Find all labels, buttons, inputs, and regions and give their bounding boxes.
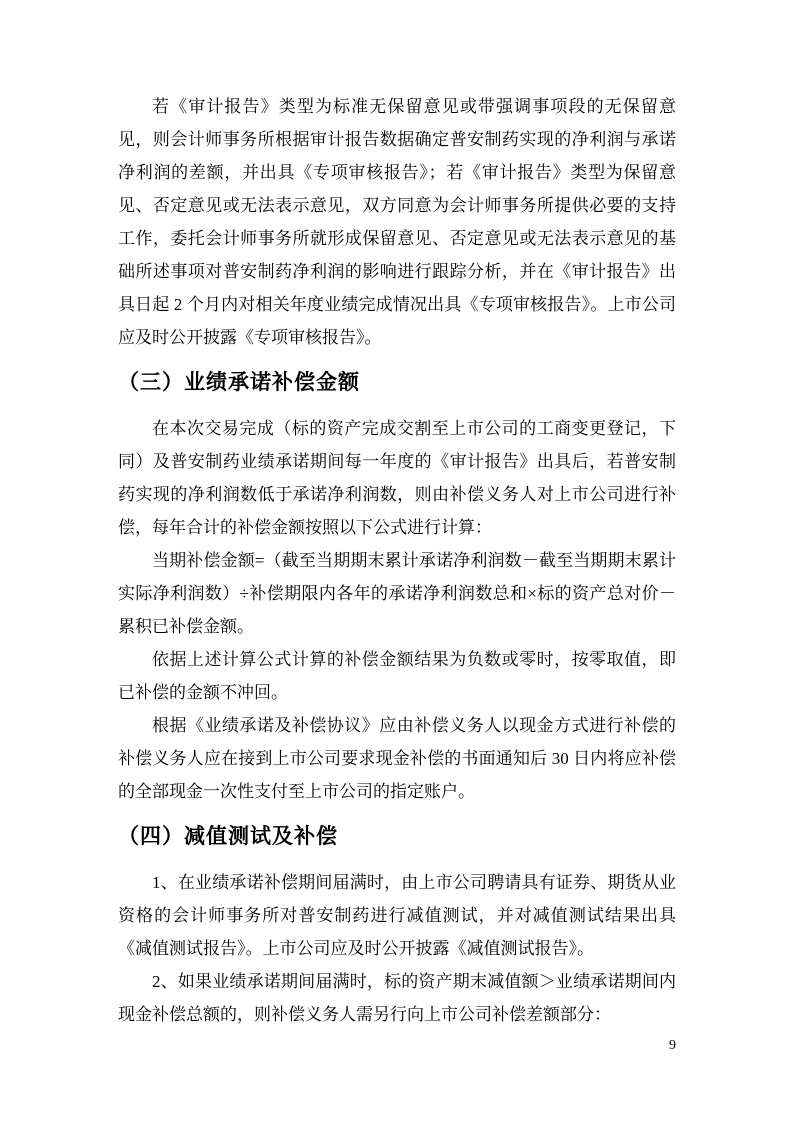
paragraph-compensation-formula: 当期补偿金额=（截至当期期末累计承诺净利润数－截至当期期末累计实际净利润数）÷补偿期限内各年的承诺净利润数总和×标的资产总对价－累积已补偿金额。 [118, 551, 676, 636]
paragraph-impairment-difference: 2、如果业绩承诺期间届满时，标的资产期末减值额＞业绩承诺期间内现金补偿总额的，则补偿义务人需另行向上市公司补偿差额部分： [118, 972, 676, 1024]
section-heading-three: （三）业绩承诺补偿金额 [118, 371, 360, 394]
paragraph-transaction-completion: 在本次交易完成（标的资产完成交割至上市公司的工商变更登记，下同）及普安制药业绩承诺期间每一年度的《审计报告》出具后，若普安制药实现的净利润数低于承诺净利润数，则由补偿义务人对上市公司进行补偿，每年合计的补偿金额按照以下公式进行计算： [118, 419, 676, 537]
paragraph-impairment-test: 1、在业绩承诺补偿期间届满时，由上市公司聘请具有证券、期货从业资格的会计师事务所对普安制药进行减值测试，并对减值测试结果出具《减值测试报告》。上市公司应及时公开披露《减值测试报告》。 [118, 873, 676, 958]
paragraph-cash-payment: 根据《业绩承诺及补偿协议》应由补偿义务人以现金方式进行补偿的补偿义务人应在接到上市公司要求现金补偿的书面通知后 30 日内将应补偿的全部现金一次性支付至上市公司的指定账户。 [118, 716, 676, 801]
page-number: 9 [669, 1038, 676, 1053]
section-heading-four: （四）减值测试及补偿 [118, 825, 338, 848]
paragraph-audit-report: 若《审计报告》类型为标准无保留意见或带强调事项段的无保留意见，则会计师事务所根据审计报告数据确定普安制药实现的净利润与承诺净利润的差额，并出具《专项审核报告》；若《审计报告》类型为保留意见、否定意见或无法表示意见，双方同意为会计师事务所提供必要的支持工作，委托会计师事务所就形成保留意见、否定意见或无法表示意见的基础所述事项对普安制药净利润的影响进行跟踪分析，并在《审计报告》出具日起 2 个月内对相关年度业绩完成情况出具《专项审核报告》。上市公司应及时公开披露《专项审核报告》。 [118, 97, 676, 347]
paragraph-zero-value-rule: 依据上述计算公式计算的补偿金额结果为负数或零时，按零取值，即已补偿的金额不冲回。 [118, 650, 676, 702]
